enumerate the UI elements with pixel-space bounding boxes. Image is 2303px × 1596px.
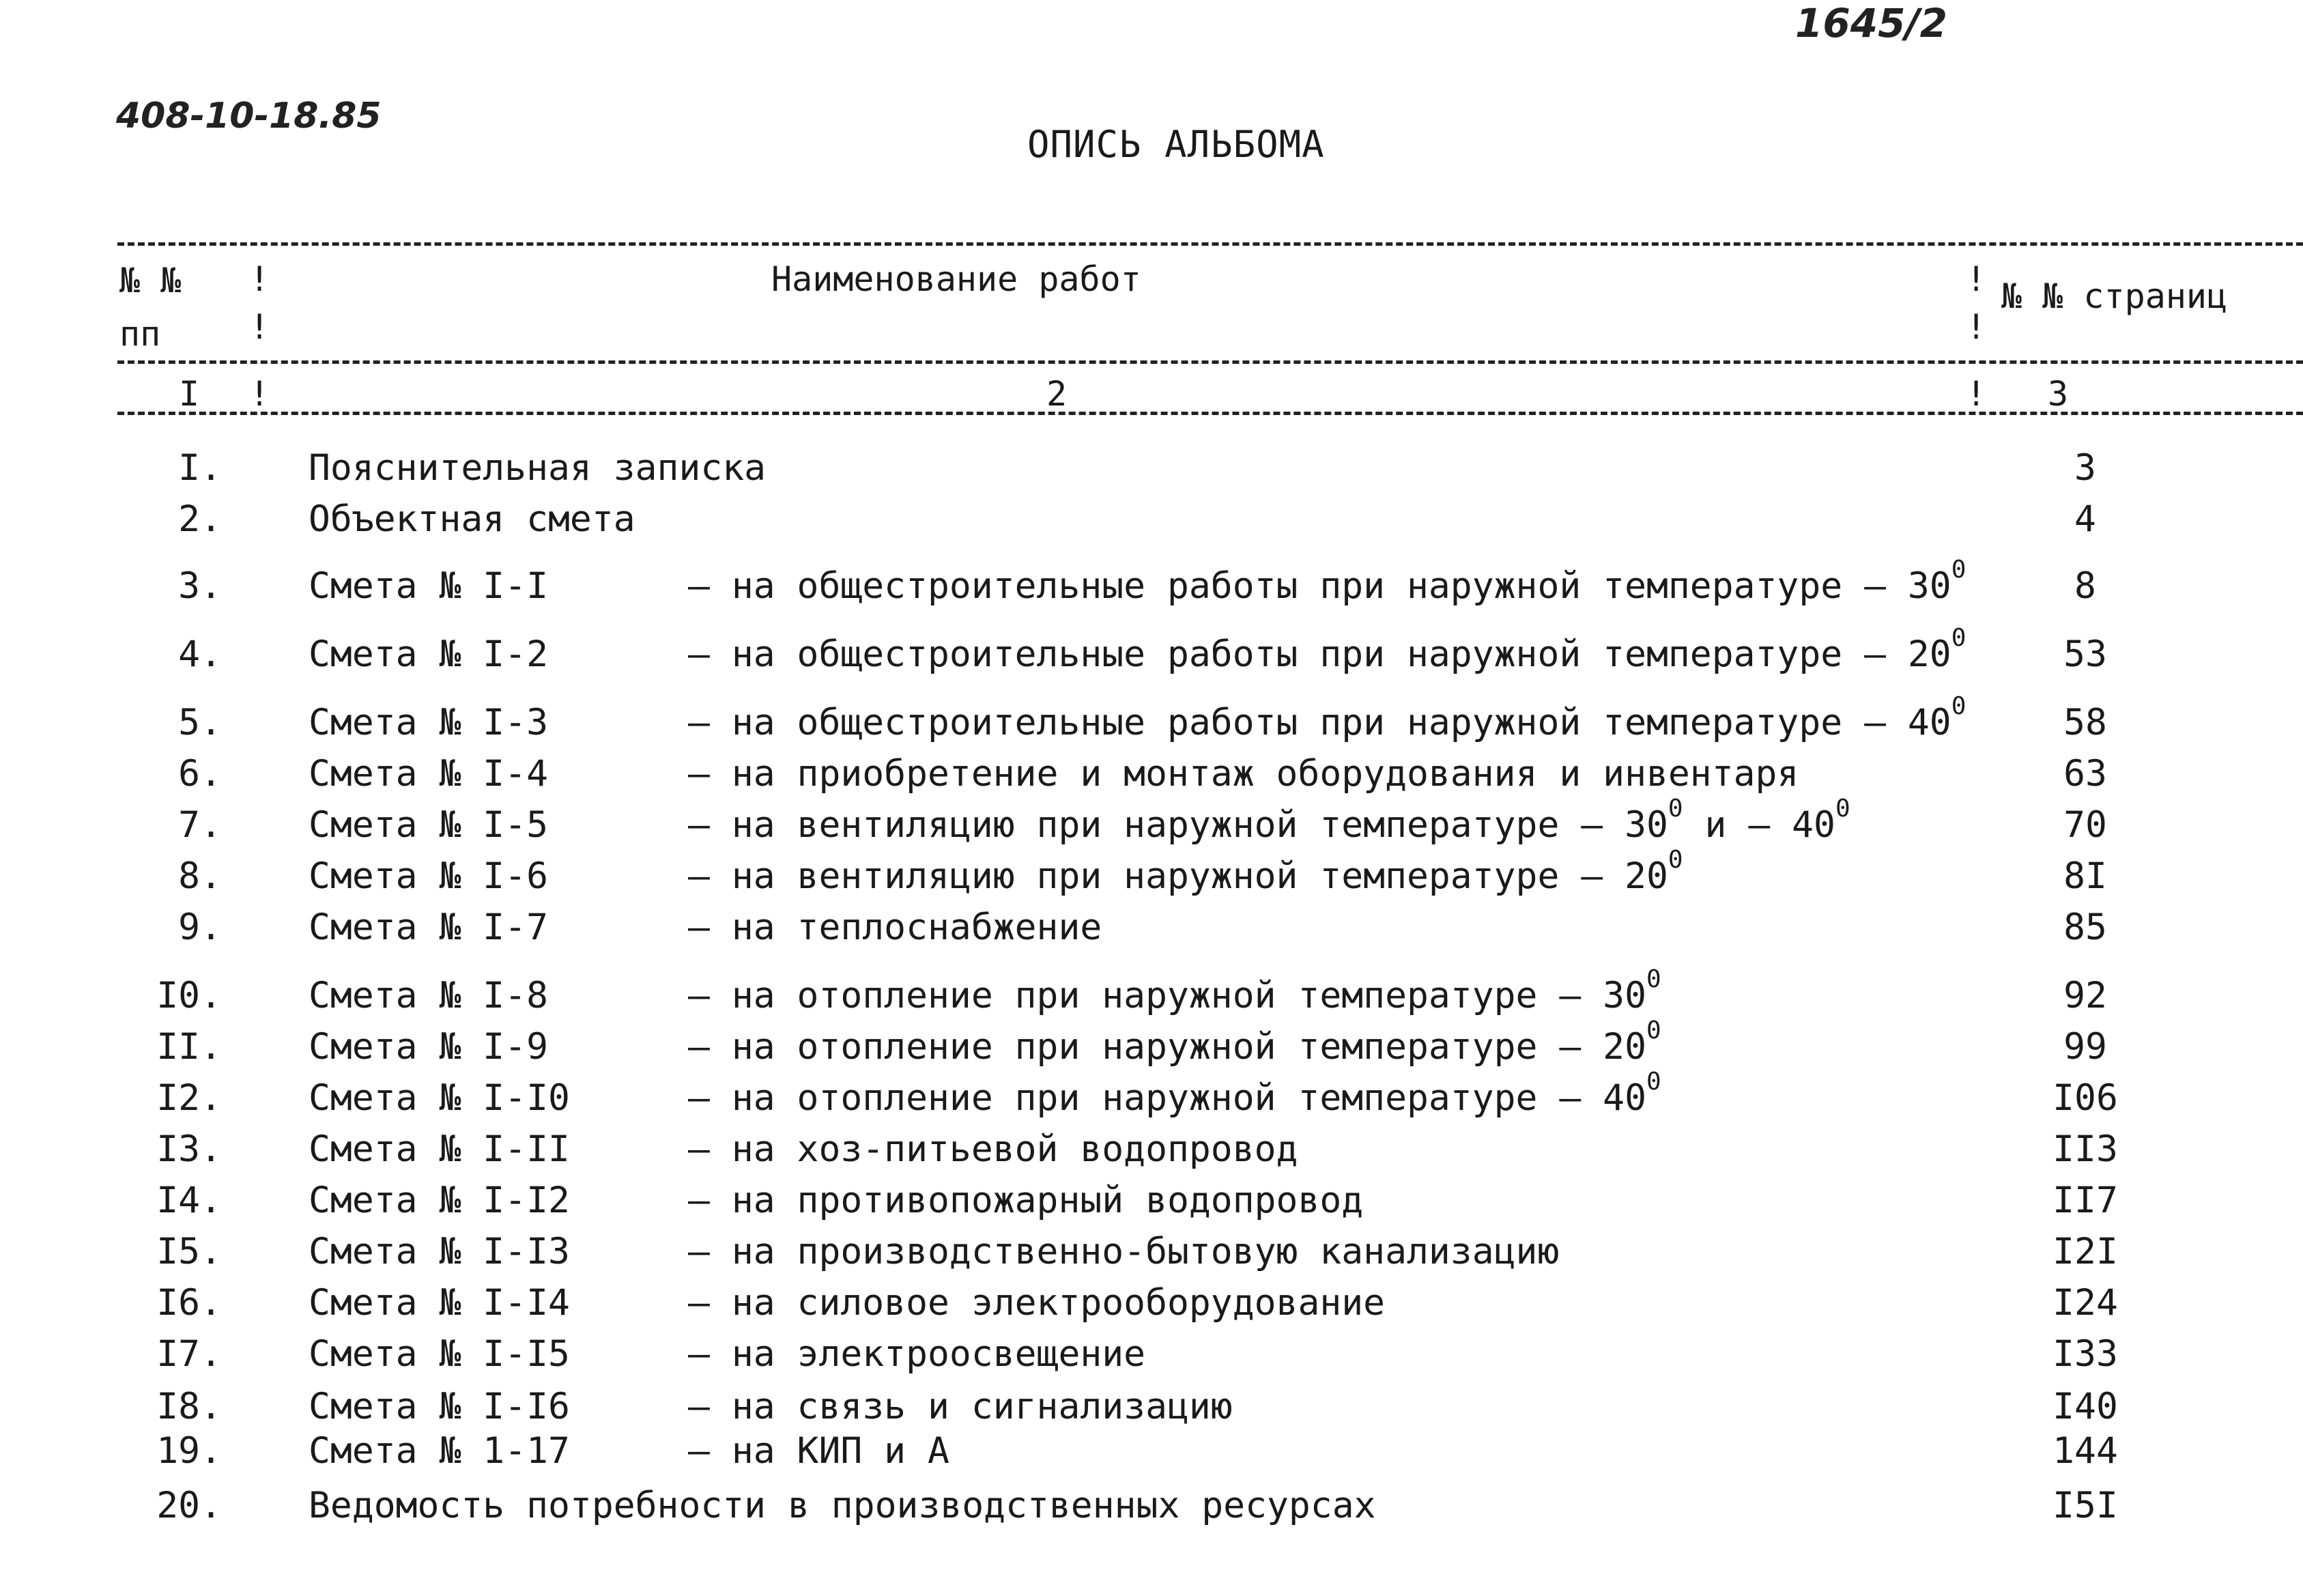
contents-row	[0, 846, 2303, 910]
row-description	[688, 907, 1102, 948]
row-description-text: – на электроосвещение	[688, 1333, 1146, 1375]
contents-row	[0, 1231, 2303, 1285]
degree-mark: 0	[1951, 692, 1966, 720]
header-col2-number: 2	[1046, 374, 1068, 414]
header-separator: !	[1966, 374, 1987, 414]
contents-row	[0, 447, 2303, 502]
row-name: Объектная смета	[309, 498, 635, 540]
row-number: 2.	[178, 498, 222, 540]
row-description	[688, 1016, 1661, 1068]
row-name: Смета № I-3	[309, 702, 548, 743]
row-description	[688, 795, 1850, 846]
row-name: Смета № I-8	[309, 975, 548, 1016]
row-description-text: – на КИП и А	[688, 1430, 949, 1472]
document-title: ОПИСЬ АЛЬБОМА	[1027, 123, 1325, 166]
row-name: Смета № I-I5	[309, 1333, 570, 1375]
row-description-text: – на хоз-питьевой водопровод	[688, 1128, 1298, 1170]
contents-row	[0, 556, 2303, 620]
row-description-text: – на вентиляцию при наружной температуре – 30	[688, 804, 1668, 846]
row-page-number: 8	[2074, 565, 2096, 607]
row-name: Смета № I-I3	[309, 1231, 570, 1272]
row-description	[688, 753, 1799, 795]
row-description	[688, 846, 1683, 897]
row-name: Смета № I-4	[309, 753, 548, 795]
row-description-text: – на отопление при наружной температуре – 20	[688, 1026, 1646, 1068]
row-page-number: I33	[2052, 1333, 2118, 1375]
row-page-number: 53	[2063, 633, 2107, 675]
row-number: 4.	[178, 633, 222, 675]
row-name: Смета № I-II	[309, 1128, 570, 1170]
row-name: Смета № I-I4	[309, 1282, 570, 1324]
contents-row	[0, 1333, 2303, 1388]
contents-row	[0, 498, 2303, 553]
row-description	[688, 1128, 1298, 1170]
handwritten-code-left: 408-10-18.85	[116, 96, 382, 137]
row-number: 5.	[178, 702, 222, 743]
row-number: 20.	[156, 1485, 222, 1526]
row-number: I6.	[156, 1282, 222, 1324]
row-number: I3.	[156, 1128, 222, 1170]
row-name: Смета № I-I2	[309, 1180, 570, 1221]
row-description	[688, 1430, 949, 1472]
degree-mark: 0	[1835, 795, 1850, 823]
row-name: Смета № I-2	[309, 633, 548, 675]
row-name: Ведомость потребности в производственных ресурсах	[309, 1485, 1376, 1526]
row-number: 19.	[156, 1430, 222, 1472]
row-description	[688, 965, 1661, 1016]
contents-row	[0, 1016, 2303, 1081]
contents-row	[0, 795, 2303, 859]
row-description-text: и – 40	[1683, 804, 1835, 846]
row-number: 7.	[178, 804, 222, 846]
row-description-text: – на приобретение и монтаж оборудования и инвентаря	[688, 753, 1799, 795]
degree-mark: 0	[1668, 795, 1683, 823]
contents-row	[0, 753, 2303, 808]
header-col3-title: № № страниц	[2001, 276, 2228, 316]
row-page-number: 99	[2063, 1026, 2107, 1068]
degree-mark: 0	[1951, 556, 1966, 584]
row-description-text: – на силовое электрооборудование	[688, 1282, 1386, 1324]
row-description	[688, 556, 1966, 607]
row-description-text: – на вентиляцию при наружной температуре – 20	[688, 855, 1668, 897]
row-page-number: I40	[2052, 1386, 2118, 1427]
handwritten-code-top: 1645/2	[1795, 0, 1947, 46]
row-page-number: 58	[2063, 702, 2107, 743]
row-description	[688, 1333, 1145, 1375]
row-page-number: 144	[2052, 1430, 2118, 1472]
contents-row	[0, 965, 2303, 1029]
row-name: Смета № I-I0	[309, 1077, 570, 1119]
row-name: Смета № I-9	[309, 1026, 548, 1068]
row-number: I8.	[156, 1386, 222, 1427]
header-col1-line1: № №	[119, 261, 182, 300]
header-col3-number: 3	[2048, 374, 2069, 414]
row-description	[688, 624, 1966, 675]
row-number: 9.	[178, 907, 222, 948]
row-description-text: – на теплоснабжение	[688, 907, 1102, 948]
header-separator: !	[1966, 259, 1987, 299]
row-description	[688, 1386, 1233, 1427]
degree-mark: 0	[1646, 1016, 1661, 1044]
contents-row	[0, 907, 2303, 961]
row-page-number: 85	[2063, 907, 2107, 948]
contents-row	[0, 692, 2303, 756]
row-page-number: I06	[2052, 1077, 2118, 1119]
row-number: II.	[156, 1026, 222, 1068]
row-description	[688, 1180, 1363, 1221]
header-separator: !	[249, 259, 270, 299]
header-separator: !	[249, 374, 270, 414]
row-description-text: – на общестроительные работы при наружной температуре – 30	[688, 565, 1951, 607]
row-name: Пояснительная записка	[309, 447, 767, 489]
row-page-number: 3	[2074, 447, 2096, 489]
row-name: Смета № I-5	[309, 804, 548, 846]
row-number: I4.	[156, 1180, 222, 1221]
row-name: Смета № I-I	[309, 565, 548, 607]
row-number: I2.	[156, 1077, 222, 1119]
contents-row	[0, 1485, 2303, 1539]
row-number: I7.	[156, 1333, 222, 1375]
row-page-number: 92	[2063, 975, 2107, 1016]
row-number: I0.	[156, 975, 222, 1016]
contents-row	[0, 624, 2303, 688]
row-description-text: – на связь и сигнализацию	[688, 1386, 1233, 1427]
row-description-text: – на противопожарный водопровод	[688, 1180, 1364, 1221]
row-number: I5.	[156, 1231, 222, 1272]
row-page-number: I5I	[2052, 1485, 2118, 1526]
header-mid-rule	[117, 360, 2303, 364]
row-name: Смета № I-7	[309, 907, 548, 948]
row-description-text: – на общестроительные работы при наружной температуре – 20	[688, 633, 1951, 675]
row-description-text: – на общестроительные работы при наружной температуре – 40	[688, 702, 1951, 743]
row-number: I.	[178, 447, 222, 489]
header-col1-line2: пп	[119, 314, 161, 354]
row-number: 6.	[178, 753, 222, 795]
contents-row	[0, 1430, 2303, 1485]
row-description-text: – на отопление при наружной температуре – 30	[688, 975, 1646, 1016]
row-page-number: 4	[2074, 498, 2096, 540]
row-page-number: II3	[2052, 1128, 2118, 1170]
row-page-number: I24	[2052, 1282, 2118, 1324]
row-description	[688, 1068, 1661, 1119]
row-name: Смета № I-6	[309, 855, 548, 897]
header-col2-title: Наименование работ	[771, 259, 1141, 299]
row-description	[688, 1282, 1385, 1324]
row-number: 3.	[178, 565, 222, 607]
header-col1-number: I	[179, 374, 200, 414]
degree-mark: 0	[1646, 965, 1661, 993]
row-name: Смета № 1-17	[309, 1430, 570, 1472]
row-description	[688, 692, 1966, 743]
degree-mark: 0	[1646, 1068, 1661, 1096]
contents-row	[0, 1282, 2303, 1337]
contents-row	[0, 1180, 2303, 1234]
row-description	[688, 1231, 1559, 1272]
row-page-number: 63	[2063, 753, 2107, 795]
contents-row	[0, 1128, 2303, 1183]
row-page-number: 8I	[2063, 855, 2107, 897]
row-page-number: 70	[2063, 804, 2107, 846]
degree-mark: 0	[1668, 846, 1683, 874]
row-number: 8.	[178, 855, 222, 897]
degree-mark: 0	[1951, 624, 1966, 652]
contents-row	[0, 1068, 2303, 1132]
row-description-text: – на отопление при наружной температуре – 40	[688, 1077, 1646, 1119]
row-name: Смета № I-I6	[309, 1386, 570, 1427]
row-page-number: I2I	[2052, 1231, 2118, 1272]
header-separator: !	[249, 307, 270, 347]
header-top-rule	[117, 242, 2303, 246]
header-separator: !	[1966, 307, 1987, 347]
row-page-number: II7	[2052, 1180, 2118, 1221]
row-description-text: – на производственно-бытовую канализацию	[688, 1231, 1560, 1272]
